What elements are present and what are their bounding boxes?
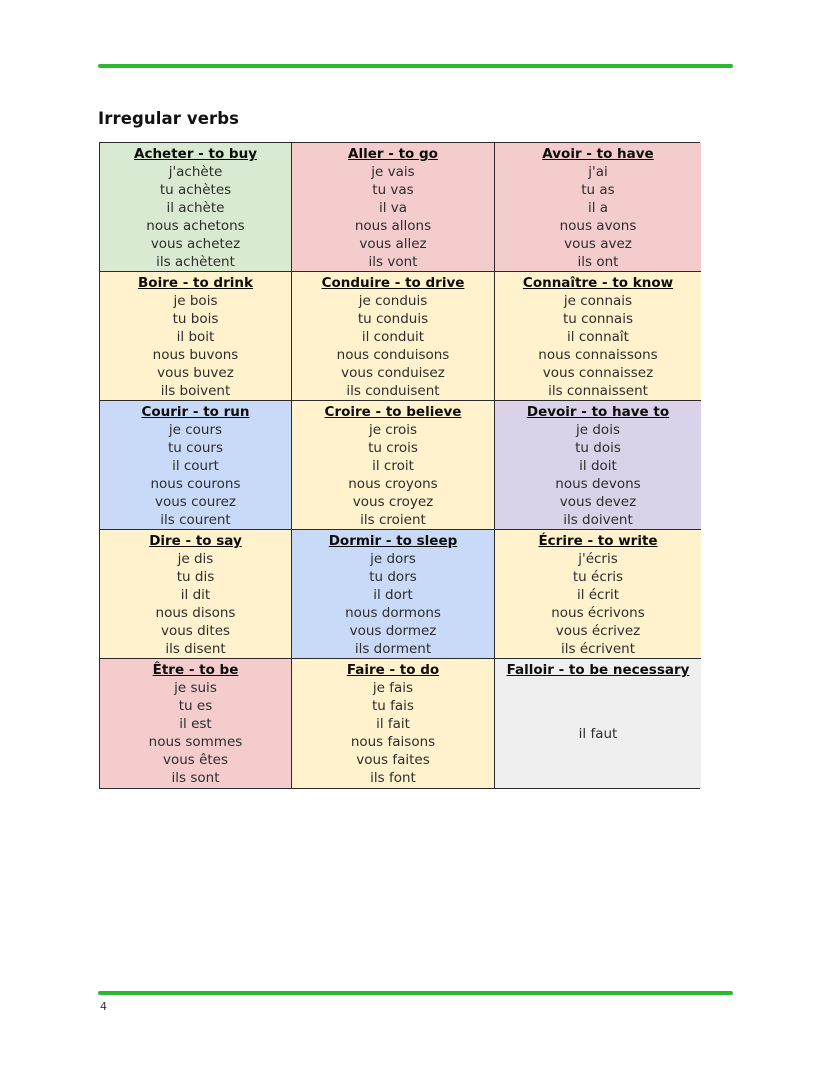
verb-cell — [100, 659, 292, 788]
verb-form: ils boivent — [160, 383, 231, 399]
verb-form: nous connaissons — [538, 347, 658, 363]
verb-form: nous avons — [559, 218, 637, 234]
verb-form: nous courons — [150, 476, 241, 492]
verb-header: Aller - to go — [348, 146, 438, 162]
verb-form: ils ont — [577, 254, 619, 270]
verb-form: vous dites — [160, 623, 231, 639]
verb-form: ils sont — [171, 770, 220, 786]
verb-header: Conduire - to drive — [321, 275, 465, 291]
verb-form: je suis — [174, 680, 217, 696]
verb-form: je crois — [368, 422, 418, 438]
verb-header: Avoir - to have — [542, 146, 654, 162]
verb-form: j'achète — [168, 164, 223, 180]
verb-form: vous avez — [564, 236, 632, 252]
verb-form: je dois — [576, 422, 620, 438]
verb-form: j'écris — [578, 551, 618, 567]
verb-forms — [495, 421, 701, 529]
verb-form: il est — [179, 716, 212, 732]
verb-forms — [495, 550, 701, 658]
verb-form: nous conduisons — [336, 347, 450, 363]
verb-form: nous dormons — [345, 605, 441, 621]
verb-form: vous devez — [559, 494, 637, 510]
verb-form: tu dors — [369, 569, 417, 585]
verb-forms — [100, 679, 291, 788]
verb-form: vous allez — [359, 236, 427, 252]
verb-form: vous courez — [154, 494, 236, 510]
verb-form: je fais — [372, 680, 414, 696]
verb-forms — [292, 679, 494, 788]
verb-form: vous croyez — [352, 494, 434, 510]
verb-form: nous devons — [555, 476, 641, 492]
verb-form: il va — [378, 200, 408, 216]
verb-form: ils vont — [368, 254, 418, 270]
verb-form: tu dois — [575, 440, 621, 456]
verb-form: nous sommes — [148, 734, 243, 750]
verb-header: Devoir - to have to — [526, 404, 670, 420]
verb-cell — [100, 401, 292, 530]
verb-table — [99, 142, 700, 789]
verb-forms — [292, 292, 494, 400]
verb-form: je vais — [371, 164, 415, 180]
verb-form: nous disons — [155, 605, 236, 621]
page-number: 4 — [100, 1000, 107, 1013]
verb-forms — [495, 163, 701, 271]
verb-form: tu fais — [372, 698, 414, 714]
verb-form: nous croyons — [348, 476, 438, 492]
verb-cell — [292, 401, 495, 530]
verb-header: Acheter - to buy — [134, 146, 257, 162]
verb-forms — [292, 550, 494, 658]
verb-form: ils croient — [360, 512, 426, 528]
verb-form: tu crois — [368, 440, 418, 456]
verb-forms — [292, 163, 494, 271]
verb-header: Boire - to drink — [138, 275, 253, 291]
verb-form: il court — [172, 458, 219, 474]
verb-form: nous écrivons — [551, 605, 645, 621]
verb-form: ils font — [370, 770, 416, 786]
verb-form: tu as — [581, 182, 615, 198]
verb-form: il achète — [166, 200, 225, 216]
verb-form: ils courent — [160, 512, 231, 528]
verb-form: vous connaissez — [542, 365, 654, 381]
verb-form: vous faites — [356, 752, 430, 768]
verb-header: Connaître - to know — [522, 275, 674, 291]
verb-form: nous achetons — [146, 218, 245, 234]
verb-form: je conduis — [358, 293, 428, 309]
verb-header: Courir - to run — [141, 404, 250, 420]
verb-form: vous conduisez — [341, 365, 445, 381]
verb-form: il écrit — [576, 587, 620, 603]
verb-cell — [495, 401, 701, 530]
verb-form: il croit — [372, 458, 414, 474]
verb-form: tu es — [178, 698, 213, 714]
verb-form: il conduit — [361, 329, 425, 345]
verb-form: je bois — [173, 293, 218, 309]
verb-header: Faire - to do — [346, 662, 440, 678]
verb-form: ils achètent — [156, 254, 235, 270]
verb-form: tu dis — [176, 569, 215, 585]
verb-forms — [495, 679, 701, 788]
verb-form: je connais — [563, 293, 633, 309]
verb-forms — [100, 292, 291, 400]
verb-form: il fait — [376, 716, 410, 732]
verb-form: vous dormez — [349, 623, 437, 639]
verb-form: tu écris — [572, 569, 624, 585]
verb-cell — [292, 143, 495, 272]
verb-cell — [292, 659, 495, 788]
verb-form: ils écrivent — [561, 641, 635, 657]
verb-form: il boit — [176, 329, 215, 345]
verb-form: vous buvez — [157, 365, 234, 381]
verb-cell — [100, 272, 292, 401]
verb-form: ils doivent — [563, 512, 633, 528]
verb-form: il dit — [180, 587, 211, 603]
verb-header: Dire - to say — [149, 533, 242, 549]
verb-forms — [292, 421, 494, 529]
verb-form: tu connais — [563, 311, 633, 327]
verb-form: tu achètes — [159, 182, 232, 198]
verb-form: je dors — [370, 551, 416, 567]
verb-cell — [292, 530, 495, 659]
verb-form: nous allons — [354, 218, 432, 234]
verb-form: tu vas — [372, 182, 414, 198]
verb-form: il connaît — [567, 329, 629, 345]
verb-form: j'ai — [588, 164, 608, 180]
verb-header: Croire - to believe — [324, 404, 462, 420]
page-title: Irregular verbs — [98, 109, 240, 128]
verb-form: nous buvons — [152, 347, 239, 363]
bottom-divider-line — [98, 991, 733, 995]
verb-header: Falloir - to be necessary — [506, 662, 690, 678]
verb-form: nous faisons — [350, 734, 436, 750]
verb-forms — [100, 550, 291, 658]
verb-form: vous écrivez — [555, 623, 641, 639]
verb-form: tu bois — [172, 311, 219, 327]
verb-cell — [100, 143, 292, 272]
verb-cell — [495, 143, 701, 272]
verb-header: Dormir - to sleep — [328, 533, 458, 549]
verb-form: il doit — [579, 458, 617, 474]
verb-cell — [495, 530, 701, 659]
verb-forms — [495, 292, 701, 400]
verb-form: tu conduis — [357, 311, 429, 327]
verb-form: il dort — [373, 587, 413, 603]
verb-form: je dis — [177, 551, 214, 567]
verb-form: ils conduisent — [346, 383, 440, 399]
verb-forms — [100, 163, 291, 271]
verb-form: ils connaissent — [548, 383, 648, 399]
verb-form: vous achetez — [150, 236, 241, 252]
verb-form: il faut — [578, 725, 618, 742]
verb-header: Être - to be — [152, 662, 239, 678]
verb-form: ils dorment — [354, 641, 432, 657]
verb-form: je cours — [168, 422, 223, 438]
verb-cell — [495, 659, 701, 788]
verb-header: Écrire - to write — [538, 533, 658, 549]
verb-cell — [292, 272, 495, 401]
verb-forms — [100, 421, 291, 529]
verb-cell — [495, 272, 701, 401]
verb-form: il a — [587, 200, 609, 216]
verb-cell — [100, 530, 292, 659]
verb-form: vous êtes — [162, 752, 229, 768]
verb-form: ils disent — [165, 641, 226, 657]
verb-form: tu cours — [168, 440, 223, 456]
top-divider-line — [98, 64, 733, 68]
